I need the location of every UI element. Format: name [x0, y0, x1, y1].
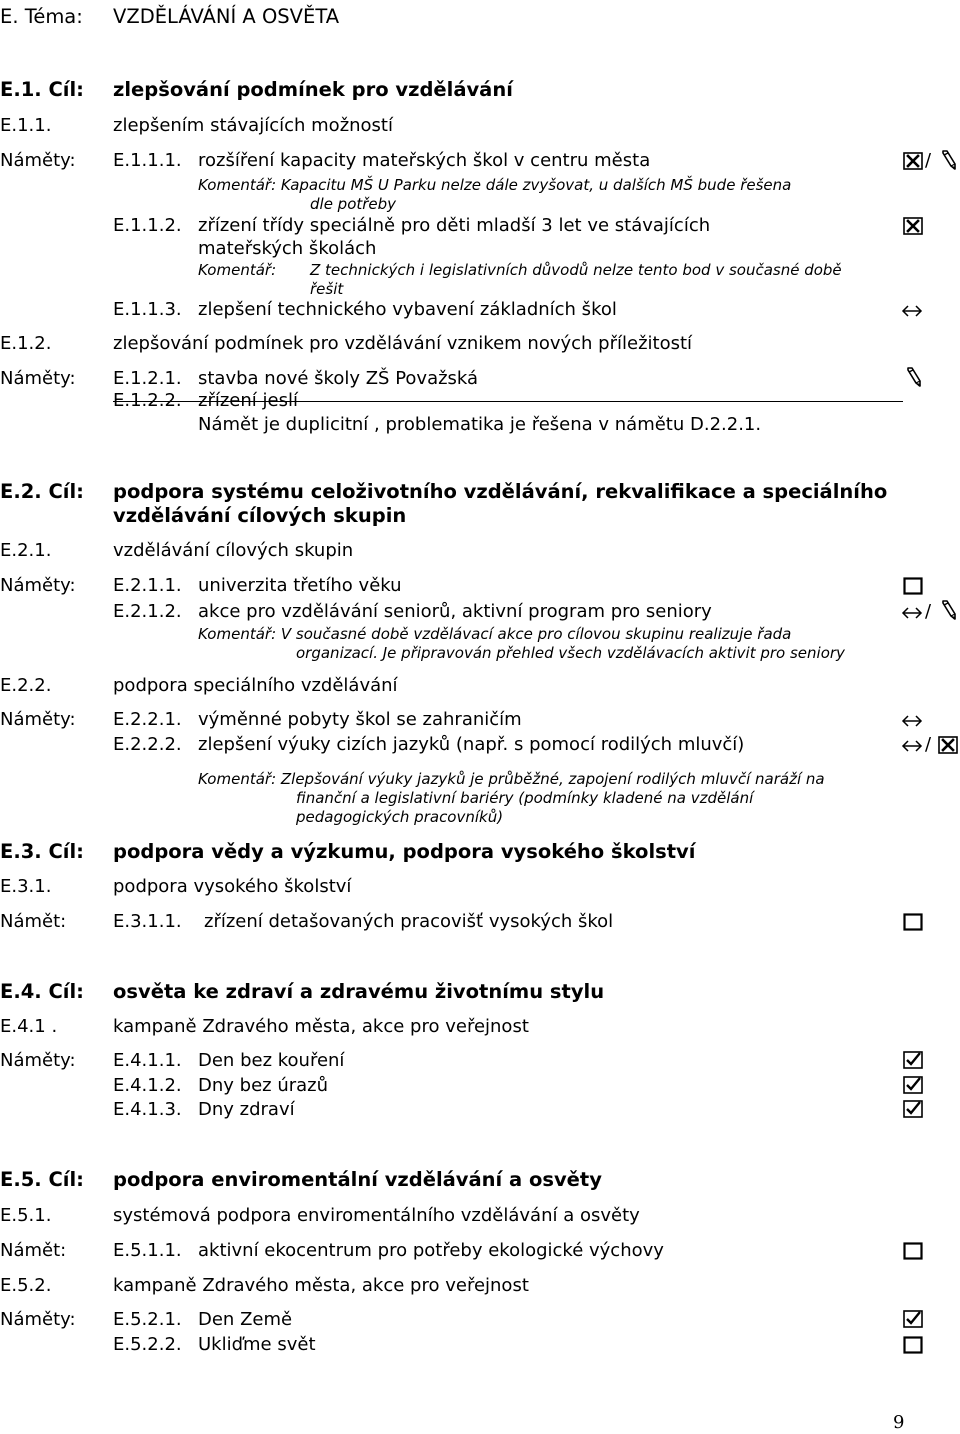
- comment-e111-line2: dle potřeby: [310, 195, 397, 213]
- empty-box-icon: [903, 913, 923, 931]
- goal-e1-label: E.1. Cíl:: [0, 78, 84, 101]
- section-e22-text: podpora speciálního vzdělávání: [113, 675, 398, 696]
- check-box-icon: [903, 1076, 923, 1094]
- check-box-icon: [903, 1100, 923, 1118]
- idea-e112-text-line2: mateřských školách: [198, 238, 377, 259]
- idea-e111-text: rozšíření kapacity mateřských škol v centru města: [198, 150, 651, 171]
- section-e21-text: vzdělávání cílových skupin: [113, 540, 354, 561]
- check-box-icon: [903, 1051, 923, 1069]
- section-e11-code: E.1.1.: [0, 115, 52, 136]
- pencil-icon: [903, 367, 923, 387]
- ideas-label: Náměty:: [0, 575, 76, 596]
- comment-e212-line1: Komentář: V současné době vzdělávací akce pro cílovou skupinu realizuje řada: [198, 625, 792, 643]
- goal-e2-text-line2: vzdělávání cílových skupin: [113, 504, 407, 527]
- page-number: 9: [893, 1412, 905, 1433]
- section-e11-text: zlepšením stávajících možností: [113, 115, 393, 136]
- section-e12-text: zlepšování podmínek pro vzdělávání vznikem nových příležitostí: [113, 333, 693, 354]
- idea-e211-text: univerzita třetího věku: [198, 575, 402, 596]
- idea-e521-text: Den Země: [198, 1309, 293, 1330]
- x-box-icon: [938, 736, 958, 754]
- ideas-label: Námět:: [0, 911, 67, 932]
- goal-e5-label: E.5. Cíl:: [0, 1168, 84, 1191]
- idea-e222-text: zlepšení výuky cizích jazyků (např. s pomocí rodilých mluvčí): [198, 734, 745, 755]
- goal-e4-text: osvěta ke zdraví a zdravému životnímu stylu: [113, 980, 605, 1003]
- comment-e112-label: Komentář:: [198, 261, 277, 279]
- comment-e222-line3: pedagogických pracovníků): [296, 808, 504, 826]
- section-e22-code: E.2.2.: [0, 675, 52, 696]
- idea-e122-code: E.1.2.2.: [113, 390, 182, 411]
- theme-label: E. Téma:: [0, 5, 83, 28]
- idea-e112-code: E.1.1.2.: [113, 215, 182, 236]
- theme-title: VZDĚLÁVÁNÍ A OSVĚTA: [113, 5, 340, 28]
- idea-e113-code: E.1.1.3.: [113, 299, 182, 320]
- empty-box-icon: [903, 1242, 923, 1260]
- ideas-label: Náměty:: [0, 368, 76, 389]
- comment-e222-line2: finanční a legislativní bariéry (podmínky kladené na vzdělání: [296, 789, 754, 807]
- status-separator: /: [925, 734, 932, 755]
- status-separator: /: [925, 601, 932, 622]
- goal-e1-text: zlepšování podmínek pro vzdělávání: [113, 78, 513, 101]
- idea-e412-text: Dny bez úrazů: [198, 1075, 329, 1096]
- status-separator: /: [925, 150, 932, 171]
- goal-e3-label: E.3. Cíl:: [0, 840, 84, 863]
- section-e31-text: podpora vysokého školství: [113, 876, 352, 897]
- pencil-icon: [938, 150, 958, 170]
- comment-e112-line1: Z technických i legislativních důvodů nelze tento bod v současné době: [310, 261, 842, 279]
- goal-e4-label: E.4. Cíl:: [0, 980, 84, 1003]
- empty-box-icon: [903, 577, 923, 595]
- empty-box-icon: [903, 1336, 923, 1354]
- idea-e122-note: Námět je duplicitní , problematika je řešena v námětu D.2.2.1.: [198, 414, 762, 435]
- section-e51-code: E.5.1.: [0, 1205, 52, 1226]
- section-e52-text: kampaně Zdravého města, akce pro veřejnost: [113, 1275, 529, 1296]
- check-box-icon: [903, 1310, 923, 1328]
- idea-e311-code: E.3.1.1.: [113, 911, 182, 932]
- idea-e121-code: E.1.2.1.: [113, 368, 182, 389]
- idea-e221-text: výměnné pobyty škol se zahraničím: [198, 709, 522, 730]
- pencil-icon: [938, 600, 958, 620]
- goal-e2-label: E.2. Cíl:: [0, 480, 84, 503]
- idea-e511-text: aktivní ekocentrum pro potřeby ekologické výchovy: [198, 1240, 664, 1261]
- section-e41-code: E.4.1 .: [0, 1016, 58, 1037]
- ideas-label: Náměty:: [0, 150, 76, 171]
- comment-e111-line1: Komentář: Kapacitu MŠ U Parku nelze dále zvyšovat, u dalších MŠ bude řešena: [198, 176, 792, 194]
- ideas-label: Námět:: [0, 1240, 67, 1261]
- idea-e221-code: E.2.2.1.: [113, 709, 182, 730]
- comment-e222-line1: Komentář: Zlepšování výuky jazyků je průběžné, zapojení rodilých mluvčí naráží na: [198, 770, 825, 788]
- ideas-label: Náměty:: [0, 709, 76, 730]
- section-e52-code: E.5.2.: [0, 1275, 52, 1296]
- idea-e522-code: E.5.2.2.: [113, 1334, 182, 1355]
- ideas-label: Náměty:: [0, 1050, 76, 1071]
- idea-e112-text-line1: zřízení třídy speciálně pro děti mladší 3 let ve stávajících: [198, 215, 711, 236]
- idea-e522-text: Ukliďme svět: [198, 1334, 316, 1355]
- section-e51-text: systémová podpora enviromentálního vzdělávání a osvěty: [113, 1205, 640, 1226]
- idea-e113-text: zlepšení technického vybavení základních škol: [198, 299, 617, 320]
- x-box-icon: [903, 217, 923, 235]
- idea-e111-code: E.1.1.1.: [113, 150, 182, 171]
- idea-e121-text: stavba nové školy ZŠ Považská: [198, 368, 479, 389]
- idea-e122-text: zřízení jeslí: [198, 390, 298, 411]
- double-arrow-icon: [901, 304, 923, 318]
- x-box-icon: [903, 152, 923, 170]
- idea-e222-code: E.2.2.2.: [113, 734, 182, 755]
- comment-e112-line2: řešit: [310, 280, 344, 298]
- idea-e411-code: E.4.1.1.: [113, 1050, 182, 1071]
- idea-e311-text: zřízení detašovaných pracovišť vysokých škol: [204, 911, 614, 932]
- goal-e3-text: podpora vědy a výzkumu, podpora vysokého školství: [113, 840, 696, 863]
- section-e21-code: E.2.1.: [0, 540, 52, 561]
- section-e41-text: kampaně Zdravého města, akce pro veřejnost: [113, 1016, 529, 1037]
- idea-e212-text: akce pro vzdělávání seniorů, aktivní program pro seniory: [198, 601, 712, 622]
- section-e31-code: E.3.1.: [0, 876, 52, 897]
- idea-e521-code: E.5.2.1.: [113, 1309, 182, 1330]
- double-arrow-icon: [901, 714, 923, 728]
- double-arrow-icon: [901, 739, 923, 753]
- comment-e212-line2: organizací. Je připravován přehled všech vzdělávacích aktivit pro seniory: [296, 644, 845, 662]
- idea-e411-text: Den bez kouření: [198, 1050, 345, 1071]
- idea-e413-text: Dny zdraví: [198, 1099, 295, 1120]
- goal-e5-text: podpora enviromentální vzdělávání a osvěty: [113, 1168, 602, 1191]
- strikethrough-line: [113, 401, 903, 402]
- goal-e2-text-line1: podpora systému celoživotního vzdělávání, rekvalifikace a speciálního: [113, 480, 888, 503]
- idea-e412-code: E.4.1.2.: [113, 1075, 182, 1096]
- double-arrow-icon: [901, 606, 923, 620]
- section-e12-code: E.1.2.: [0, 333, 52, 354]
- idea-e511-code: E.5.1.1.: [113, 1240, 182, 1261]
- idea-e211-code: E.2.1.1.: [113, 575, 182, 596]
- ideas-label: Náměty:: [0, 1309, 76, 1330]
- idea-e413-code: E.4.1.3.: [113, 1099, 182, 1120]
- idea-e212-code: E.2.1.2.: [113, 601, 182, 622]
